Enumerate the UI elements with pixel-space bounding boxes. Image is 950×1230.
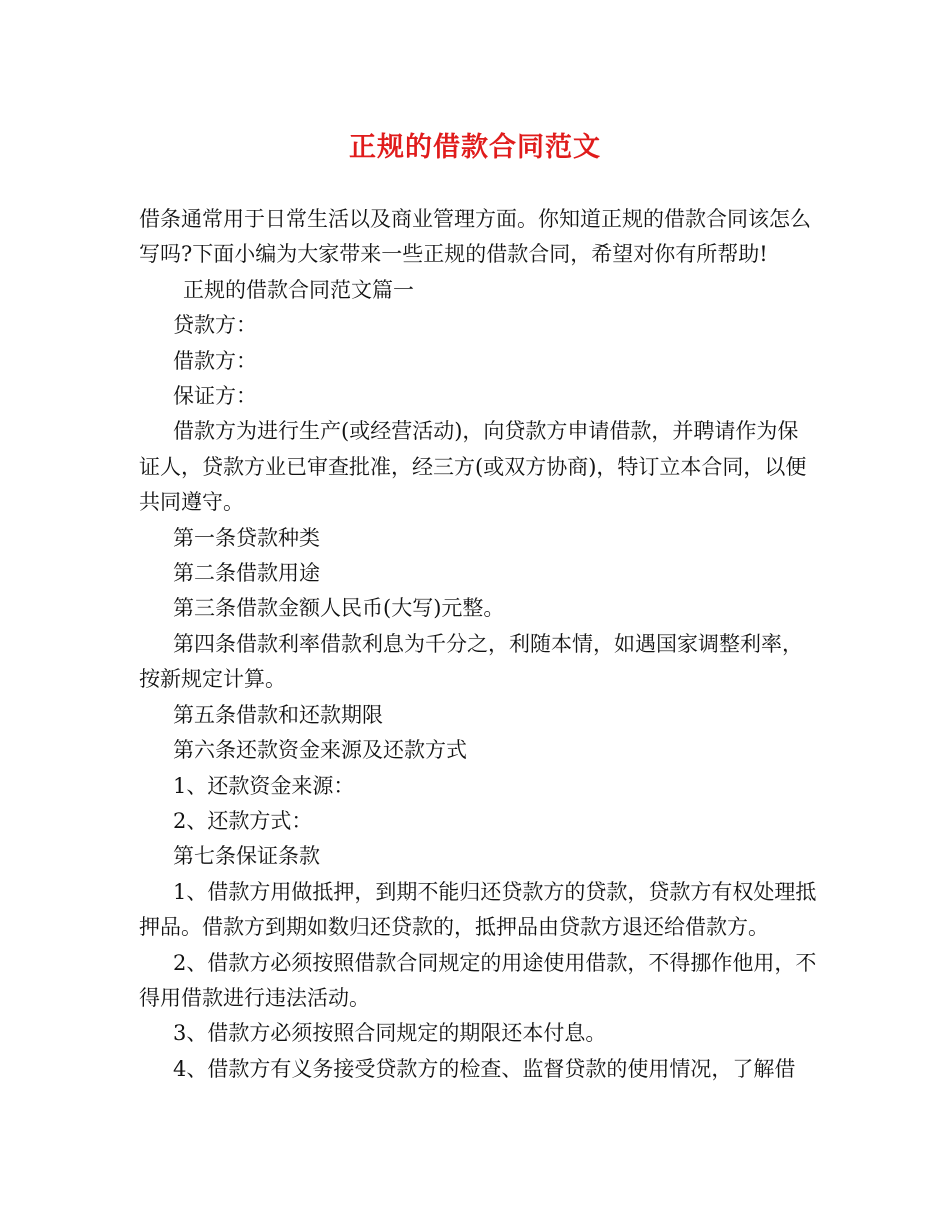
paragraph: 第七条保证条款 bbox=[173, 844, 320, 869]
paragraph: 第六条还款资金来源及还款方式 bbox=[173, 738, 467, 763]
paragraph: 保证方： bbox=[173, 384, 257, 409]
document-body bbox=[139, 202, 819, 1087]
paragraph: 借条通常用于日常生活以及商业管理方面。你知道正规的借款合同该怎么写吗?下面小编为大家带来一些正规的借款合同，希望对你有所帮助! bbox=[139, 207, 811, 267]
paragraph: 1、还款资金来源： bbox=[173, 773, 355, 798]
paragraph: 第一条贷款种类 bbox=[173, 525, 320, 550]
paragraph: 借款方为进行生产(或经营活动)，向贷款方申请借款，并聘请作为保证人，贷款方业已审查批准，经三方(或双方协商)，特订立本合同，以便共同遵守。 bbox=[139, 419, 807, 515]
paragraph: 3、借款方必须按照合同规定的期限还本付息。 bbox=[173, 1021, 607, 1046]
paragraph: 正规的借款合同范文篇一 bbox=[183, 277, 414, 302]
paragraph: 4、借款方有义务接受贷款方的检查、监督贷款的使用情况，了解借 bbox=[173, 1056, 796, 1081]
paragraph: 第三条借款金额人民币(大写)元整。 bbox=[173, 596, 505, 621]
paragraph: 第五条借款和还款期限 bbox=[173, 702, 383, 727]
paragraph: 借款方： bbox=[173, 348, 257, 373]
paragraph: 第四条借款利率借款利息为千分之，利随本情，如遇国家调整利率，按新规定计算。 bbox=[139, 631, 803, 692]
paragraph: 第二条借款用途 bbox=[173, 561, 320, 586]
paragraph: 1、借款方用做抵押，到期不能归还贷款方的贷款，贷款方有权处理抵押品。借款方到期如数归还贷款的，抵押品由贷款方退还给借款方。 bbox=[139, 879, 817, 940]
paragraph: 2、借款方必须按照借款合同规定的用途使用借款，不得挪作他用，不得用借款进行违法活动。 bbox=[139, 950, 817, 1010]
document-title: 正规的借款合同范文 bbox=[349, 132, 601, 163]
paragraph: 2、还款方式： bbox=[173, 808, 313, 833]
paragraph: 贷款方： bbox=[173, 313, 257, 338]
